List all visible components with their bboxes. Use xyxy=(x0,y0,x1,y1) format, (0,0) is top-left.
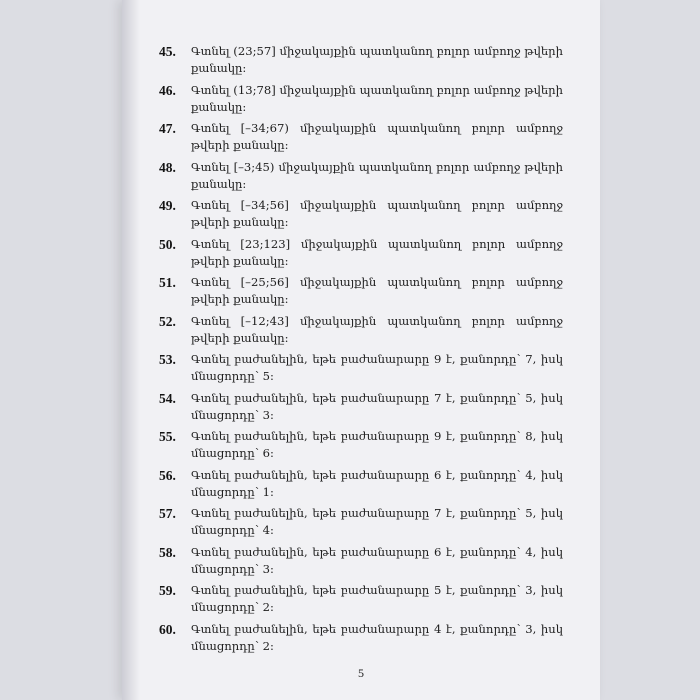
problem-text: Գտնել [–3;45) միջակայքին պատկանող բոլոր ամբողջ թվերի քանակը: xyxy=(191,159,563,191)
page-sheet xyxy=(122,0,600,700)
problem-number: 59. xyxy=(159,583,176,598)
problem-number: 54. xyxy=(159,390,176,406)
problem-number: 56. xyxy=(159,467,176,483)
problem-text: Գտնել բաժանելին, եթե բաժանարարը 6 է, քանորդը՝ 4, իսկ մնացորդը՝ 3: xyxy=(191,544,563,576)
problem-number: 48. xyxy=(159,159,176,175)
problem-item xyxy=(159,390,563,429)
problem-item xyxy=(159,582,563,621)
page-number: 5 xyxy=(358,666,364,680)
problem-item xyxy=(159,621,563,660)
problem-number: 51. xyxy=(159,275,176,290)
problem-list xyxy=(159,43,563,659)
problem-item xyxy=(159,351,563,390)
problem-item xyxy=(159,505,563,544)
problem-number: 50. xyxy=(159,236,176,252)
problem-number: 47. xyxy=(159,121,176,136)
problem-number: 57. xyxy=(159,506,176,521)
problem-number: 46. xyxy=(159,82,176,98)
problem-text: Գտնել [–34;67) միջակայքին պատկանող բոլոր ամբողջ թվերի քանակը: xyxy=(191,121,563,152)
problem-item xyxy=(159,467,563,506)
problem-text: Գտնել բաժանելին, եթե բաժանարարը 5 է, քանորդը՝ 3, իսկ մնացորդը՝ 2: xyxy=(191,583,563,614)
problem-number: 60. xyxy=(159,621,176,637)
problem-text: Գտնել բաժանելին, եթե բաժանարարը 6 է, քանորդը՝ 4, իսկ մնացորդը՝ 1: xyxy=(191,467,563,499)
problem-item xyxy=(159,544,563,583)
problem-item xyxy=(159,428,563,467)
binding-gutter-shadow xyxy=(122,0,140,700)
problem-text: Գտնել (23;57] միջակայքին պատկանող բոլոր ամբողջ թվերի քանակը: xyxy=(191,44,563,75)
problem-text: Գտնել [23;123] միջակայքին պատկանող բոլոր ամբողջ թվերի քանակը: xyxy=(191,236,563,268)
problem-item xyxy=(159,236,563,275)
problem-item xyxy=(159,159,563,198)
problem-item xyxy=(159,313,563,352)
problem-item xyxy=(159,120,563,159)
problem-text: Գտնել բաժանելին, եթե բաժանարարը 4 է, քանորդը՝ 3, իսկ մնացորդը՝ 2: xyxy=(191,621,563,653)
problem-item xyxy=(159,197,563,236)
problem-number: 53. xyxy=(159,352,176,367)
problem-item xyxy=(159,274,563,313)
problem-item xyxy=(159,43,563,82)
problem-number: 52. xyxy=(159,313,176,329)
problem-text: Գտնել բաժանելին, եթե բաժանարարը 7 է, քանորդը՝ 5, իսկ մնացորդը՝ 4: xyxy=(191,506,563,537)
problem-number: 58. xyxy=(159,544,176,560)
problem-number: 55. xyxy=(159,429,176,444)
problem-text: Գտնել (13;78] միջակայքին պատկանող բոլոր ամբողջ թվերի քանակը: xyxy=(191,82,563,114)
problem-number: 45. xyxy=(159,44,176,59)
problem-text: Գտնել բաժանելին, եթե բաժանարարը 9 է, քանորդը՝ 8, իսկ մնացորդը՝ 6: xyxy=(191,429,563,460)
problem-text: Գտնել բաժանելին, եթե բաժանարարը 9 է, քանորդը՝ 7, իսկ մնացորդը՝ 5: xyxy=(191,352,563,383)
problem-text: Գտնել [–25;56] միջակայքին պատկանող բոլոր ամբողջ թվերի քանակը: xyxy=(191,275,563,306)
problem-text: Գտնել [–12;43] միջակայքին պատկանող բոլոր ամբողջ թվերի քանակը: xyxy=(191,313,563,345)
problem-number: 49. xyxy=(159,198,176,213)
problem-text: Գտնել [–34;56] միջակայքին պատկանող բոլոր ամբողջ թվերի քանակը: xyxy=(191,198,563,229)
problem-item xyxy=(159,82,563,121)
problem-text: Գտնել բաժանելին, եթե բաժանարարը 7 է, քանորդը՝ 5, իսկ մնացորդը՝ 3: xyxy=(191,390,563,422)
